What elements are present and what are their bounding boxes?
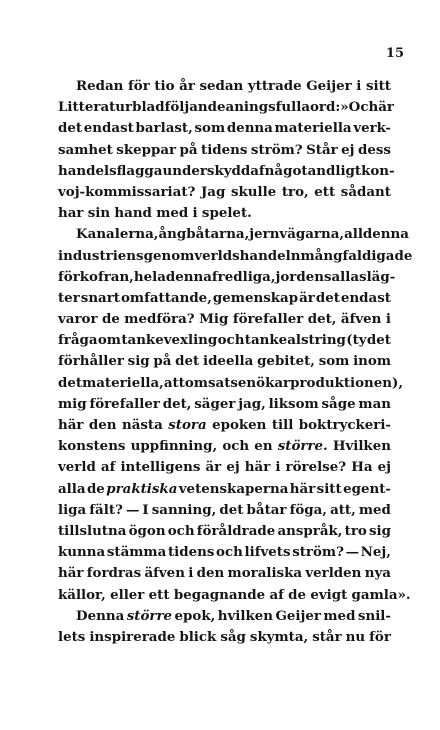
word: med xyxy=(156,205,189,222)
word: är xyxy=(205,459,222,476)
word: skydd xyxy=(206,162,251,179)
word: är xyxy=(299,289,315,306)
word: voj-kommissariat? xyxy=(58,183,196,200)
word: förhåller xyxy=(58,353,124,370)
word: har xyxy=(58,205,84,222)
text-line xyxy=(58,500,391,521)
word: tro xyxy=(344,522,367,539)
word: att xyxy=(163,374,185,391)
word: mångfaldigade xyxy=(300,247,413,264)
word: och xyxy=(167,522,195,539)
word: boktryckeri- xyxy=(298,417,391,433)
text-line xyxy=(58,161,395,182)
word: aningsfulla xyxy=(225,99,310,116)
word: det xyxy=(58,120,83,137)
word: verld xyxy=(58,459,96,476)
word: nu xyxy=(345,628,366,645)
word: här xyxy=(289,480,316,497)
word: andligt xyxy=(307,162,362,179)
word: Jag xyxy=(200,183,226,200)
word: denna xyxy=(226,120,273,137)
text-line xyxy=(58,373,404,394)
word: i xyxy=(192,205,198,222)
word: föga, xyxy=(289,501,327,518)
word: säger xyxy=(194,395,236,412)
word: tro, xyxy=(281,183,309,200)
word: samhet xyxy=(58,141,113,158)
text-line xyxy=(58,246,413,267)
word: ett xyxy=(314,183,336,200)
word: alla xyxy=(331,268,360,285)
word: vetenskaperna xyxy=(178,480,289,497)
word: Geijer xyxy=(275,607,321,624)
word: produktionen), xyxy=(290,374,404,391)
word: Geijer xyxy=(306,78,352,94)
word: det xyxy=(219,501,244,518)
text-line xyxy=(58,267,396,288)
word: Redan xyxy=(76,78,124,94)
word: lifvets xyxy=(244,544,291,561)
word: förkofran, xyxy=(58,268,134,285)
word: verlden xyxy=(305,565,362,582)
word: ögon xyxy=(128,522,166,539)
word: hvilken xyxy=(217,607,273,624)
word: »Och xyxy=(340,99,379,116)
word: Nej, xyxy=(360,544,391,561)
word: fält? xyxy=(89,501,123,518)
word: med xyxy=(358,501,391,518)
word: i xyxy=(356,78,362,94)
word: begagnande xyxy=(173,586,266,603)
word: det xyxy=(315,289,340,306)
word: sin xyxy=(87,205,111,222)
text-line xyxy=(58,606,391,627)
word: för xyxy=(128,78,150,94)
word: båtar xyxy=(246,501,287,518)
word: släg- xyxy=(359,268,396,285)
word: varor xyxy=(58,311,98,328)
word: Mig xyxy=(199,311,229,328)
word: gamla». xyxy=(351,586,411,603)
text-line xyxy=(58,203,391,224)
word: (ty xyxy=(346,332,367,349)
word: här xyxy=(58,417,84,433)
word: denna xyxy=(362,226,409,243)
word: barlast, xyxy=(135,120,193,137)
word: sanning, xyxy=(151,501,217,518)
text-line xyxy=(58,415,391,436)
word: stämma xyxy=(106,544,167,561)
word: moraliska xyxy=(227,565,303,582)
word: all xyxy=(344,226,363,243)
word: och xyxy=(216,544,243,561)
word: källor, xyxy=(58,586,106,603)
word: tidens xyxy=(167,544,215,561)
word: materiella xyxy=(274,120,352,137)
word: gebitet, xyxy=(257,353,315,370)
word: jernvägarna, xyxy=(249,226,345,243)
word: medföra? xyxy=(124,311,195,328)
text-line xyxy=(58,351,391,372)
word: omfattande, xyxy=(121,289,212,306)
word: står xyxy=(312,628,342,645)
word: något xyxy=(264,162,308,179)
word: som xyxy=(318,353,350,370)
text-line xyxy=(58,542,391,563)
word: inspirerade xyxy=(89,628,176,645)
word: snart xyxy=(80,289,120,306)
word: blick xyxy=(179,628,217,645)
word: på xyxy=(153,353,172,370)
word: i xyxy=(275,459,281,476)
text-line xyxy=(58,479,391,500)
word: epok, xyxy=(174,607,216,624)
word: skulle xyxy=(230,183,277,200)
word: den xyxy=(196,565,225,582)
word: ord: xyxy=(310,99,341,116)
word: tankealstring xyxy=(244,332,346,349)
text-line xyxy=(58,76,391,97)
word: sig xyxy=(127,353,150,370)
word: endast xyxy=(340,289,391,306)
word: man xyxy=(358,395,391,412)
word: de xyxy=(101,311,120,328)
word: af xyxy=(100,459,116,476)
word: — xyxy=(345,544,359,561)
word: jordens xyxy=(275,268,332,285)
text-line xyxy=(58,182,391,203)
word: Kanalerna, xyxy=(76,226,159,243)
word: skeppar xyxy=(116,141,177,158)
word: en xyxy=(254,438,273,455)
word: kunna xyxy=(58,544,106,561)
page-number: 15 xyxy=(385,46,404,61)
word: förefaller xyxy=(89,395,160,412)
word: genom xyxy=(143,247,195,264)
word: denna xyxy=(165,268,212,285)
word: ström? xyxy=(292,544,344,561)
word: såg xyxy=(220,628,246,645)
word: omsatsen xyxy=(184,374,257,391)
word: epoken xyxy=(212,417,267,433)
word: tidens xyxy=(201,141,248,158)
word: förefaller xyxy=(232,311,304,328)
word: dess xyxy=(357,141,391,158)
word: sedan xyxy=(199,78,244,94)
word: det, xyxy=(162,395,192,412)
text-line xyxy=(58,288,391,309)
word: här xyxy=(58,565,84,582)
word: Hvilken xyxy=(332,438,391,455)
word: under xyxy=(162,162,207,179)
word: uppfinning, xyxy=(130,438,218,455)
word: om xyxy=(97,332,121,349)
word: handelsflagga xyxy=(58,162,163,179)
emphasized-word: större xyxy=(126,607,173,624)
text-line xyxy=(58,585,411,606)
word: ångbåtarna, xyxy=(158,226,250,243)
word: ökar xyxy=(256,374,291,391)
word: ideella xyxy=(202,353,254,370)
word: hand xyxy=(114,205,152,222)
word: kon- xyxy=(361,162,395,179)
word: Står xyxy=(306,141,338,158)
word: eller xyxy=(110,586,145,603)
word: endast xyxy=(83,120,134,137)
word: Denna xyxy=(76,607,125,624)
word: tillslutna xyxy=(58,522,127,539)
word: är xyxy=(378,99,394,116)
word: i xyxy=(188,565,194,582)
word: tio xyxy=(154,78,175,94)
word: industriens xyxy=(58,247,144,264)
word: alla xyxy=(58,480,86,497)
word: äfven xyxy=(144,565,185,582)
word: liga xyxy=(58,501,87,518)
word: till xyxy=(271,417,294,433)
word: ej xyxy=(377,459,391,476)
word: tankevexling xyxy=(121,332,218,349)
word: följande xyxy=(164,99,226,116)
word: anspråk, xyxy=(277,522,343,539)
word: de xyxy=(288,586,307,603)
word: ej xyxy=(226,459,240,476)
word: såge xyxy=(321,395,356,412)
word: sitt xyxy=(365,78,391,94)
word: sitt xyxy=(316,480,342,497)
word: som xyxy=(194,120,226,137)
word: inom xyxy=(353,353,391,370)
text-line xyxy=(58,563,391,584)
word: — xyxy=(125,501,140,518)
text-line xyxy=(58,627,391,648)
word: evigt xyxy=(310,586,348,603)
body-text xyxy=(58,76,413,648)
word: ett xyxy=(148,586,170,603)
word: nästa xyxy=(121,417,163,433)
word: sig xyxy=(369,522,391,539)
word: materiella, xyxy=(82,374,164,391)
text-line xyxy=(58,330,391,351)
word: och xyxy=(217,332,245,349)
word: det, xyxy=(307,311,337,328)
word: hela xyxy=(133,268,166,285)
word: verldshandeln xyxy=(194,247,301,264)
emphasized-word: större. xyxy=(277,438,328,455)
word: med xyxy=(323,607,356,624)
word: att, xyxy=(330,501,356,518)
word: skymta, xyxy=(249,628,309,645)
word: för xyxy=(369,628,391,645)
text-line xyxy=(58,224,409,245)
word: fredliga, xyxy=(211,268,276,285)
word: ström? xyxy=(250,141,303,158)
word: intelligens xyxy=(120,459,201,476)
text-line xyxy=(58,118,391,139)
text-line xyxy=(58,140,391,161)
word: ter xyxy=(58,289,80,306)
word: gemenskap xyxy=(212,289,299,306)
word: sådant xyxy=(340,183,391,200)
word: yttrade xyxy=(247,78,302,94)
text-line xyxy=(58,436,391,457)
word: konstens xyxy=(58,438,126,455)
emphasized-word: stora xyxy=(168,417,207,433)
word: jag, xyxy=(238,395,266,412)
word: egent- xyxy=(343,480,391,497)
word: snil- xyxy=(357,607,391,624)
word: och xyxy=(222,438,250,455)
word: här xyxy=(244,459,271,476)
word: de xyxy=(86,480,105,497)
word: det xyxy=(366,332,391,349)
word: ej xyxy=(341,141,355,158)
text-line xyxy=(58,521,391,542)
word: Litteraturblad xyxy=(58,99,165,116)
emphasized-word: praktiska xyxy=(106,480,178,497)
word: i xyxy=(385,311,391,328)
text-line xyxy=(58,394,391,415)
word: spelet. xyxy=(201,205,252,222)
word: på xyxy=(179,141,198,158)
word: fråga xyxy=(58,332,98,349)
word: I xyxy=(142,501,149,518)
text-line xyxy=(58,309,391,330)
word: fordras xyxy=(86,565,142,582)
word: föråldrade xyxy=(196,522,276,539)
word: verk- xyxy=(353,120,391,137)
word: af xyxy=(269,586,284,603)
word: mig xyxy=(58,395,87,412)
word: år xyxy=(179,78,195,94)
word: liksom xyxy=(268,395,319,412)
word: det xyxy=(175,353,200,370)
word: lets xyxy=(58,628,86,645)
text-line xyxy=(58,457,391,478)
word: nya xyxy=(364,565,391,582)
word: det xyxy=(58,374,83,391)
word: den xyxy=(88,417,117,433)
word: äfven xyxy=(340,311,382,328)
word: rörelse? xyxy=(285,459,347,476)
text-line xyxy=(58,97,394,118)
word: Ha xyxy=(351,459,373,476)
word: af xyxy=(250,162,265,179)
